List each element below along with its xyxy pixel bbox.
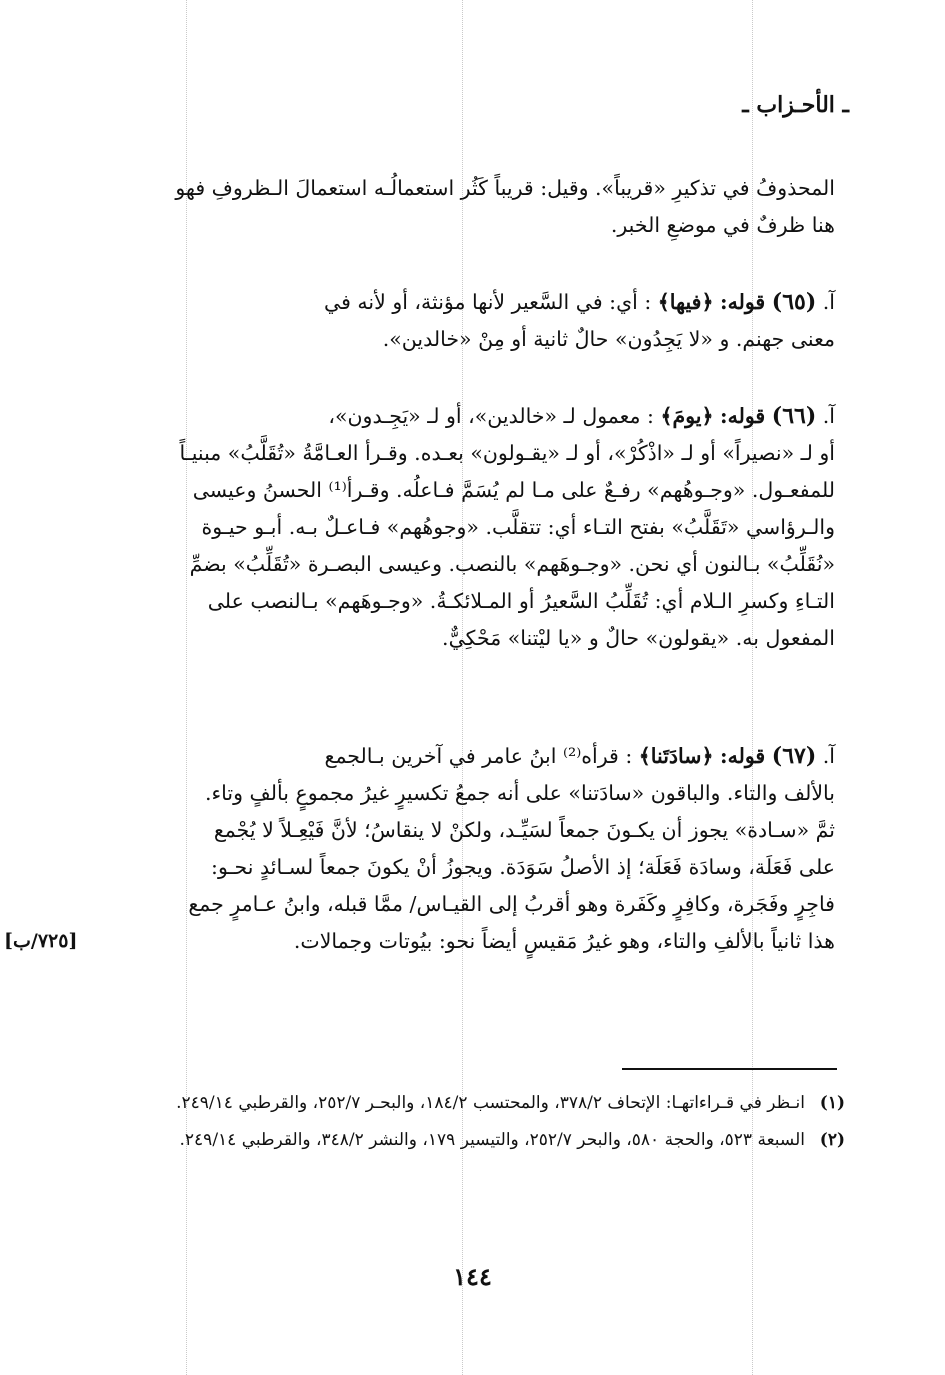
footnote-text: السبعة ٥٢٣، والحجة ٥٨٠، والبحر ٢٥٢/٧، والتيسير ١٧٩، والنشر ٣٤٨/٢، والقرطبي ٢٤٩/١٤. (179, 1130, 805, 1150)
text-line (130, 284, 835, 321)
quranic-word: ﴿يومَ﴾ (660, 404, 714, 428)
quranic-word: ﴿سادَتَنا﴾ (638, 744, 714, 768)
text-line: هنا ظرفٌ في موضعِ الخبر. (610, 213, 835, 237)
text-line: معنى جهنم. و «لا يَجِدُون» حالٌ ثانية أو مِنْ «خالدين». (382, 327, 835, 351)
paragraph-verse-66 (130, 398, 835, 657)
text-line: المحذوفُ في تذكيرِ «قريباً». وقيل: قريباً كَثُر استعمالُـه استعمالَ الـظروفِ فهو (175, 176, 835, 200)
running-head: ـ الأحـزاب ـ (742, 92, 849, 118)
text-line: على فَعَلَة، وسادَة فَعَلَة؛ إذ الأصلُ سَوَدَة. ويجوزُ أنْ يكونَ جمعاً لسـائدٍ نحـو: (211, 855, 835, 879)
qawluh-label: قوله: (720, 404, 766, 428)
text-line (130, 398, 835, 435)
qawluh-label: قوله: (720, 290, 766, 314)
paragraph-verse-67 (130, 738, 835, 960)
text-line: بالألف والتاء. والباقون «سادَتنا» على أنه جمعُ تكسيرٍ غيرُ مجموعٍ بألفٍ وتاء. (205, 781, 835, 805)
qawluh-label: قوله: (720, 744, 766, 768)
text-line: هذا ثانياً بالألفِ والتاء، وهو غيرُ مَقيسٍ أيضاً نحو: بيُوتات وجمالات. (293, 929, 835, 953)
text-line (130, 738, 835, 775)
verse-label: آ. (822, 404, 835, 428)
quranic-word: ﴿فيها﴾ (657, 290, 714, 314)
paragraph-intro (130, 170, 835, 244)
paragraph-verse-65 (130, 284, 835, 358)
footnotes (125, 1088, 845, 1162)
footnote (125, 1125, 845, 1156)
commentary-text: : أي: في السَّعير لأنها مؤنثة، أو لأنه في (324, 290, 652, 314)
text-line: ثمَّ «سـادة» يجوز أن يكـونَ جمعاً لسَيِّـد، ولكنْ لا ينقاسُ؛ لأنَّ فَيْعِـلاً لا يُجْمع (213, 818, 835, 842)
footnote-number: (١) (819, 1093, 845, 1113)
verse-label: آ. (822, 744, 835, 768)
text-line: والـرؤاسي «تَقَلَّبُ» بفتح التـاء أي: تتقلَّب. «وجوهُهم» فـاعـلٌ بـه. أبـو حيـوة (201, 515, 835, 539)
page-number: ١٤٤ (453, 1262, 492, 1291)
manuscript-folio-note: [٧٢٥/ب] (4, 930, 78, 952)
text-line: المفعول به. «يقولون» حالٌ و «يا ليْتنا» مَحْكِيٌّ. (442, 626, 835, 650)
verse-number: (٦٧) (771, 743, 817, 769)
verse-number: (٦٥) (771, 289, 817, 315)
verse-label: آ. (822, 290, 835, 314)
verse-number: (٦٦) (771, 403, 817, 429)
footnote-divider (622, 1068, 837, 1070)
text-line: فاجِرٍ وفَجَرة، وكافِرٍ وكَفَرة وهو أقربُ إلى القيـاس/ ممَّا قبله، وابنُ عـامرٍ جمع (188, 892, 835, 916)
text-line: للمفعـول. «وجـوهُهم» رفـعٌ على مـا لم يُسَمَّ فـاعلُه. وقـرأ⁽¹⁾ الحسنُ وعيسى (192, 478, 835, 502)
commentary-text: : قرأه⁽²⁾ ابنُ عامر في آخرين بـالجمع (324, 744, 633, 768)
text-line: أو لـ «نصيراً» أو لـ «اذْكُرْ»، أو لـ «يقـولون» بعـده. وقـرأ العـامَّةُ «تُقَلَّبُ» مبنيـاً (179, 441, 835, 465)
footnote-text: انـظر في قـراءاتهـا: الإتحاف ٣٧٨/٢، والمحتسب ١٨٤/٢، والبحـر ٢٥٢/٧، والقرطبي ٢٤٩/١٤. (176, 1093, 805, 1113)
commentary-text: : معمول لـ «خالدين»، أو لـ «يَجِـدون»، (328, 404, 654, 428)
footnote (125, 1088, 845, 1119)
footnote-number: (٢) (819, 1130, 845, 1150)
text-line: التـاءِ وكسرِ الـلام أي: تُقَلِّبُ السَّعيرُ أو المـلائكـةُ. «وجـوهَهم» بـالنصب على (207, 589, 835, 613)
text-line: «نُقَلِّبُ» بـالنون أي نحن. «وجـوهَهم» بالنصب. وعيسى البصـرة «تُقَلِّبُ» بضمِّ (189, 552, 835, 576)
